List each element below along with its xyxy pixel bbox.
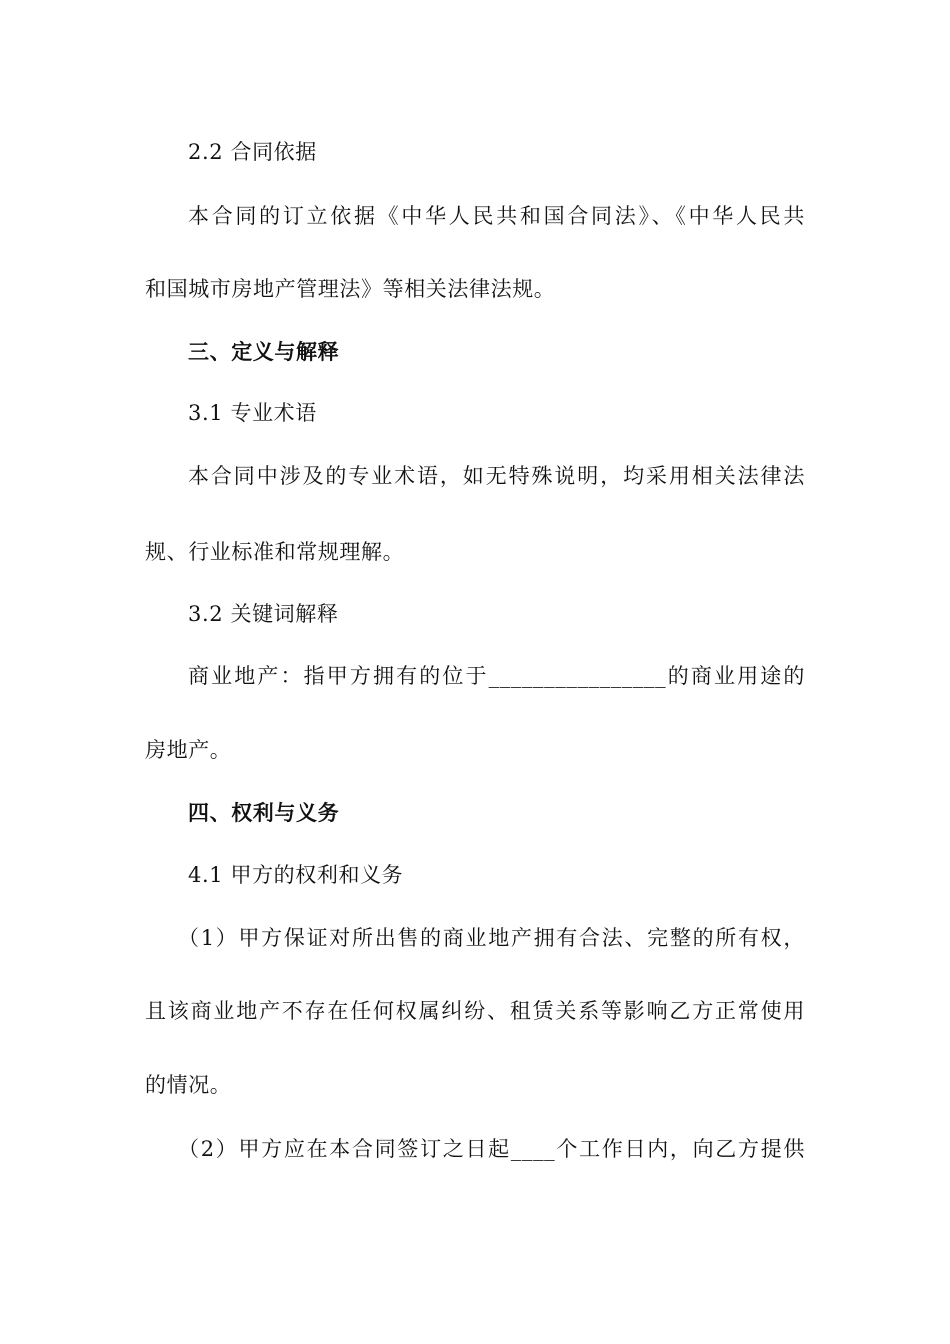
paragraph-line: 商业地产：指甲方拥有的位于________________的商业用途的 <box>188 664 805 688</box>
section-2-2-heading: 2.2 合同依据 <box>188 140 317 164</box>
paragraph-line: 房地产。 <box>145 738 232 762</box>
section-4-1-heading: 4.1 甲方的权利和义务 <box>188 863 404 887</box>
list-item-line: （1）甲方保证对所出售的商业地产拥有合法、完整的所有权， <box>178 926 805 950</box>
section-3-1-heading: 3.1 专业术语 <box>188 401 317 425</box>
paragraph-line: 和国城市房地产管理法》等相关法律法规。 <box>145 277 556 301</box>
section-3-2-heading: 3.2 关键词解释 <box>188 602 339 626</box>
paragraph-line: 规、行业标准和常规理解。 <box>145 540 405 564</box>
section-4-heading: 四、权利与义务 <box>188 801 340 825</box>
section-3-heading: 三、定义与解释 <box>188 340 340 364</box>
paragraph-line: 且该商业地产不存在任何权属纠纷、租赁关系等影响乙方正常使用 <box>145 999 805 1023</box>
paragraph-line: 本合同中涉及的专业术语，如无特殊说明，均采用相关法律法 <box>188 464 805 488</box>
paragraph-line: 本合同的订立依据《中华人民共和国合同法》、《中华人民共 <box>188 204 805 228</box>
list-item-line: （2）甲方应在本合同签订之日起____个工作日内，向乙方提供 <box>178 1137 805 1161</box>
paragraph-line: 的情况。 <box>145 1073 232 1097</box>
